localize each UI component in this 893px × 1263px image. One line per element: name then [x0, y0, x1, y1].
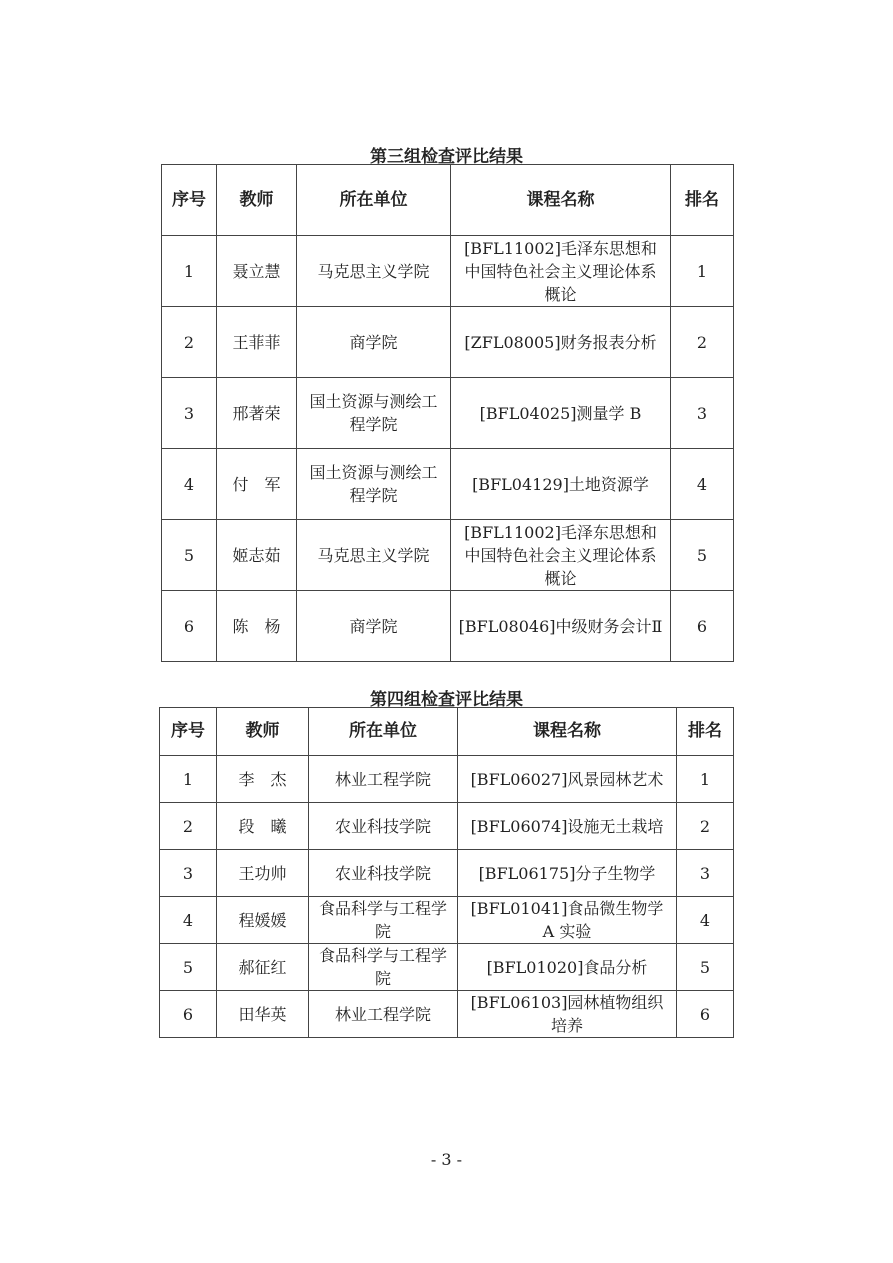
cell-unit: 商学院 — [297, 591, 451, 662]
cell-rank: 5 — [671, 520, 734, 591]
table-row — [162, 378, 734, 449]
cell-course: [BFL11002]毛泽东思想和中国特色社会主义理论体系概论 — [451, 520, 671, 591]
cell-rank: 3 — [677, 850, 734, 897]
cell-index: 4 — [162, 449, 217, 520]
table-row — [162, 307, 734, 378]
cell-unit: 农业科技学院 — [309, 803, 458, 850]
group3-table — [161, 164, 734, 662]
cell-course: [BFL04025]测量学 B — [451, 378, 671, 449]
col-header-rank: 排名 — [671, 165, 734, 236]
cell-index: 1 — [162, 236, 217, 307]
cell-rank: 1 — [671, 236, 734, 307]
table-row — [160, 991, 734, 1038]
cell-index: 2 — [162, 307, 217, 378]
cell-unit: 食品科学与工程学院 — [309, 944, 458, 991]
table-row — [160, 897, 734, 944]
cell-index: 5 — [162, 520, 217, 591]
table-row — [160, 803, 734, 850]
cell-teacher: 郝征红 — [217, 944, 309, 991]
table-row — [162, 236, 734, 307]
cell-index: 5 — [160, 944, 217, 991]
cell-course: [BFL08046]中级财务会计Ⅱ — [451, 591, 671, 662]
cell-course: [BFL01020]食品分析 — [458, 944, 677, 991]
col-header-rank: 排名 — [677, 708, 734, 756]
cell-index: 3 — [162, 378, 217, 449]
cell-index: 1 — [160, 756, 217, 803]
cell-rank: 4 — [671, 449, 734, 520]
cell-unit: 马克思主义学院 — [297, 236, 451, 307]
cell-unit: 马克思主义学院 — [297, 520, 451, 591]
cell-unit: 林业工程学院 — [309, 756, 458, 803]
cell-rank: 6 — [677, 991, 734, 1038]
cell-teacher: 李 杰 — [217, 756, 309, 803]
cell-unit: 农业科技学院 — [309, 850, 458, 897]
cell-course: [BFL06175]分子生物学 — [458, 850, 677, 897]
cell-course: [BFL06103]园林植物组织培养 — [458, 991, 677, 1038]
cell-unit: 商学院 — [297, 307, 451, 378]
table-row — [160, 850, 734, 897]
group3-title: 第三组检查评比结果 — [370, 147, 523, 167]
table-row — [160, 756, 734, 803]
col-header-unit: 所在单位 — [309, 708, 458, 756]
col-header-unit: 所在单位 — [297, 165, 451, 236]
cell-teacher: 姬志茹 — [217, 520, 297, 591]
cell-rank: 2 — [677, 803, 734, 850]
cell-teacher: 段 曦 — [217, 803, 309, 850]
cell-teacher: 王功帅 — [217, 850, 309, 897]
col-header-teacher: 教师 — [217, 708, 309, 756]
cell-index: 4 — [160, 897, 217, 944]
cell-teacher: 田华英 — [217, 991, 309, 1038]
cell-rank: 5 — [677, 944, 734, 991]
group4-table — [159, 707, 734, 1038]
cell-index: 2 — [160, 803, 217, 850]
table-row — [162, 591, 734, 662]
cell-rank: 3 — [671, 378, 734, 449]
cell-teacher: 王菲菲 — [217, 307, 297, 378]
cell-teacher: 陈 杨 — [217, 591, 297, 662]
cell-teacher: 程媛媛 — [217, 897, 309, 944]
cell-course: [BFL04129]土地资源学 — [451, 449, 671, 520]
cell-index: 6 — [162, 591, 217, 662]
table-header-row — [162, 165, 734, 236]
cell-rank: 1 — [677, 756, 734, 803]
cell-course: [ZFL08005]财务报表分析 — [451, 307, 671, 378]
page-number: - 3 - — [430, 1150, 463, 1169]
col-header-teacher: 教师 — [217, 165, 297, 236]
col-header-index: 序号 — [160, 708, 217, 756]
cell-index: 3 — [160, 850, 217, 897]
table-row — [160, 944, 734, 991]
cell-unit: 国土资源与测绘工程学院 — [297, 449, 451, 520]
table-row — [162, 449, 734, 520]
cell-course: [BFL06027]风景园林艺术 — [458, 756, 677, 803]
col-header-course: 课程名称 — [458, 708, 677, 756]
cell-rank: 4 — [677, 897, 734, 944]
cell-rank: 2 — [671, 307, 734, 378]
cell-index: 6 — [160, 991, 217, 1038]
table-header-row — [160, 708, 734, 756]
cell-course: [BFL01041]食品微生物学 A 实验 — [458, 897, 677, 944]
cell-unit: 食品科学与工程学院 — [309, 897, 458, 944]
group4-title: 第四组检查评比结果 — [370, 690, 523, 710]
cell-course: [BFL11002]毛泽东思想和中国特色社会主义理论体系概论 — [451, 236, 671, 307]
col-header-index: 序号 — [162, 165, 217, 236]
cell-course: [BFL06074]设施无土栽培 — [458, 803, 677, 850]
cell-teacher: 付 军 — [217, 449, 297, 520]
cell-rank: 6 — [671, 591, 734, 662]
cell-unit: 国土资源与测绘工程学院 — [297, 378, 451, 449]
col-header-course: 课程名称 — [451, 165, 671, 236]
cell-unit: 林业工程学院 — [309, 991, 458, 1038]
cell-teacher: 聂立慧 — [217, 236, 297, 307]
cell-teacher: 邢著荣 — [217, 378, 297, 449]
table-row — [162, 520, 734, 591]
